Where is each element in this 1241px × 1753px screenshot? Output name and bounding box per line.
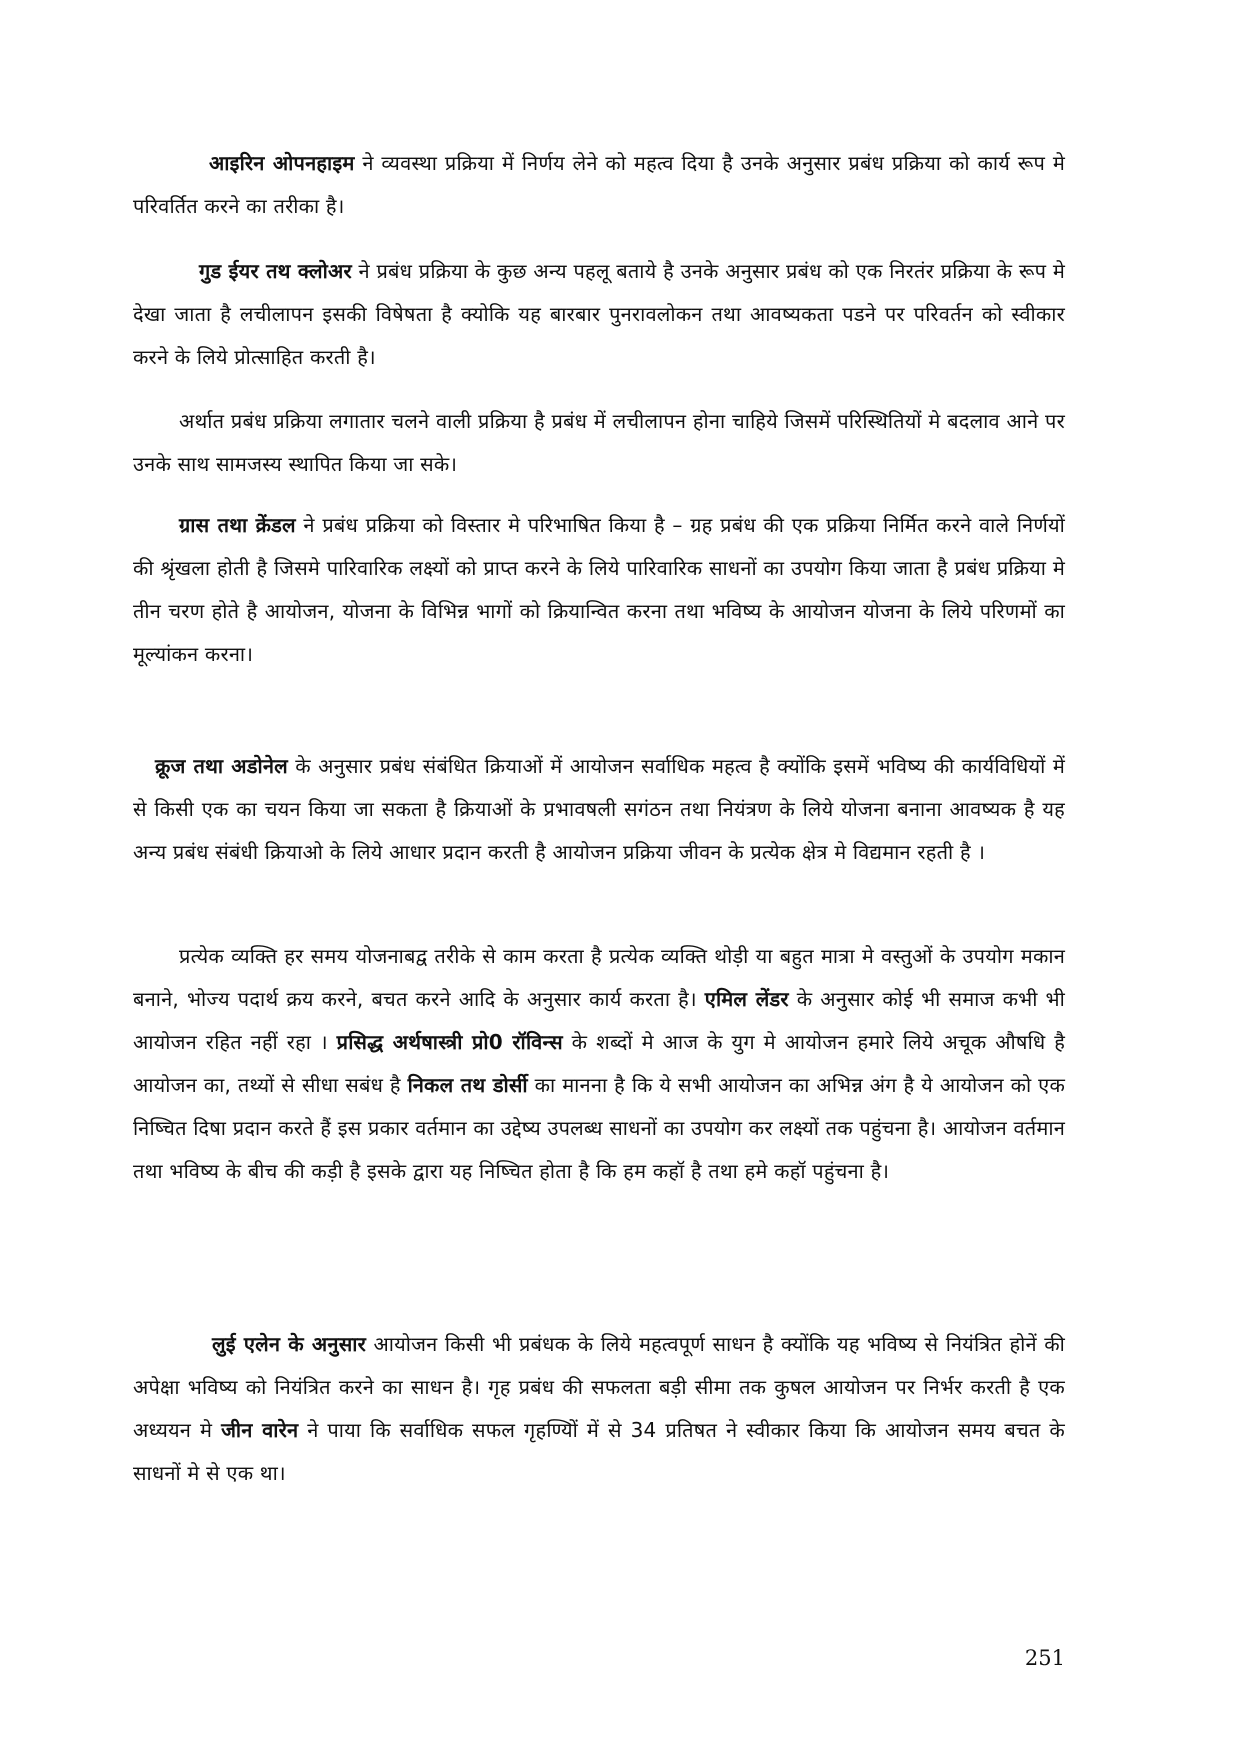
- paragraph-text: के अनुसार प्रबंध संबंधित क्रियाओं में आयोजन सर्वाधिक महत्व है क्योंकि इसमें भविष्य की कार्यविधियों में से किसी एक का चयन किया जा सकता है क्रियाओं के प्रभावषली सगंठन तथा नियंत्रण के लिये योजना बनाना आवष्यक है यह अन्य प्रबंध संबंधी क्रियाओ के लिये आधार प्रदान करती है आयोजन प्रक्रिया जीवन के प्रत्येक क्षेत्र मे विद्यमान रहती है ।: [133, 754, 1065, 864]
- paragraph-text: प्रत्येक व्यक्ति हर समय योजनाबद्व तरीके से काम करता है प्रत्येक व्यक्ति थोड़ी या बहुत मात्रा मे वस्तुओं के उपयोग मकान बनाने, भोज्य पदार्थ क्रय करने, बचत करने आदि के अनुसार कार्य करता है।: [133, 944, 1065, 1011]
- paragraph-text: के अनुसार कोई भी समाज कभी भी आयोजन रहित नहीं रहा ।: [133, 987, 1065, 1054]
- paragraph-text: का मानना है कि ये सभी आयोजन का अभिन्न अंग है ये आयोजन को एक निष्चित दिषा प्रदान करते हैं इस प्रकार वर्तमान का उद्देष्य उपलब्ध साधनों का उपयोग कर लक्ष्यों तक पहुंचना है। आयोजन वर्तमान तथा भविष्य के बीच की कड़ी है इसके द्वारा यह निष्चित होता है कि हम कहॉ है तथा हमे कहॉ पहुंचना है।: [133, 1073, 1066, 1183]
- paragraph-text: ने पाया कि सर्वाधिक सफल गृहण्यिों में से 34 प्रतिषत ने स्वीकार किया कि आयोजन समय बचत के साधनों मे से एक था।: [133, 1418, 1065, 1485]
- paragraph-text: के शब्दों मे आज के युग मे आयोजन हमारे लिये अचूक औषधि है आयोजन का, तथ्यों से सीधा सबंध है: [133, 1030, 1066, 1097]
- paragraph-irene-openheim: [133, 142, 1065, 228]
- author-name: गुड ईयर तथ क्लोअर: [199, 259, 352, 283]
- paragraph-text: ने प्रबंध प्रक्रिया को विस्तार मे परिभाषित किया है – ग्रह प्रबंध की एक प्रक्रिया निर्मित करने वाले निर्णयों की श्रृंखला होती है जिसमे पारिवारिक लक्ष्यों को प्राप्त करने के लिये पारिवारिक साधनों का उपयोग किया जाता है प्रबंध प्रक्रिया मे तीन चरण होते है आयोजन, योजना के विभिन्न भागों को क्रियान्वित करना तथा भविष्य के आयोजन योजना के लिये परिणमों का मूल्यांकन करना।: [133, 513, 1065, 666]
- author-name: प्रसिद्ध अर्थषास्त्री प्रो0 रॉविन्स: [336, 1030, 563, 1054]
- paragraph-text: ने प्रबंध प्रक्रिया के कुछ अन्य पहलू बताये है उनके अनुसार प्रबंध को एक निरतंर प्रक्रिया के रूप मे देखा जाता है लचीलापन इसकी विषेषता है क्योकि यह बारबार पुनरावलोकन तथा आवष्यकता पडने पर परिवर्तन को स्वीकार करने के लिये प्रोत्साहित करती है।: [133, 259, 1065, 369]
- paragraph-planning-everyone: [133, 935, 1065, 1193]
- author-name: ग्रास तथा क्रेंडल: [179, 513, 296, 537]
- paragraph-text: अर्थात प्रबंध प्रक्रिया लगातार चलने वाली प्रक्रिया है प्रबंध में लचीलापन होना चाहिये जिसमें परिस्थितियों मे बदलाव आने पर उनके साथ सामजस्य स्थापित किया जा सके।: [133, 409, 1065, 476]
- paragraph-gross-crandall: [133, 504, 1065, 676]
- page-number: 251: [1024, 1646, 1065, 1670]
- author-name: एमिल लेंडर: [704, 987, 789, 1011]
- paragraph-goodyear-klohr: [133, 250, 1065, 379]
- paragraph-summary: [133, 400, 1065, 486]
- paragraph-koontz-odonnell: [133, 745, 1065, 874]
- author-name: जीन वारेन: [221, 1418, 299, 1442]
- author-name: निकल तथ डोर्सी: [407, 1073, 528, 1097]
- paragraph-louis-allen: [133, 1323, 1065, 1495]
- author-name: लुई एलेन के अनुसार: [212, 1332, 366, 1356]
- paragraph-text: ने व्यवस्था प्रक्रिया में निर्णय लेने को महत्व दिया है उनके अनुसार प्रबंध प्रक्रिया को कार्य रूप मे परिवर्तित करने का तरीका है।: [133, 151, 1065, 218]
- paragraph-text: आयोजन किसी भी प्रबंधक के लिये महत्वपूर्ण साधन है क्योंकि यह भविष्य से नियंत्रित होनें की अपेक्षा भविष्य को नियंत्रित करने का साधन है। गृह प्रबंध की सफलता बड़ी सीमा तक कुषल आयोजन पर निर्भर करती है एक अध्ययन मे: [133, 1332, 1065, 1442]
- author-name: क्रूज तथा अडोनेल: [155, 754, 288, 778]
- author-name: आइरिन ओपनहाइम: [209, 151, 355, 175]
